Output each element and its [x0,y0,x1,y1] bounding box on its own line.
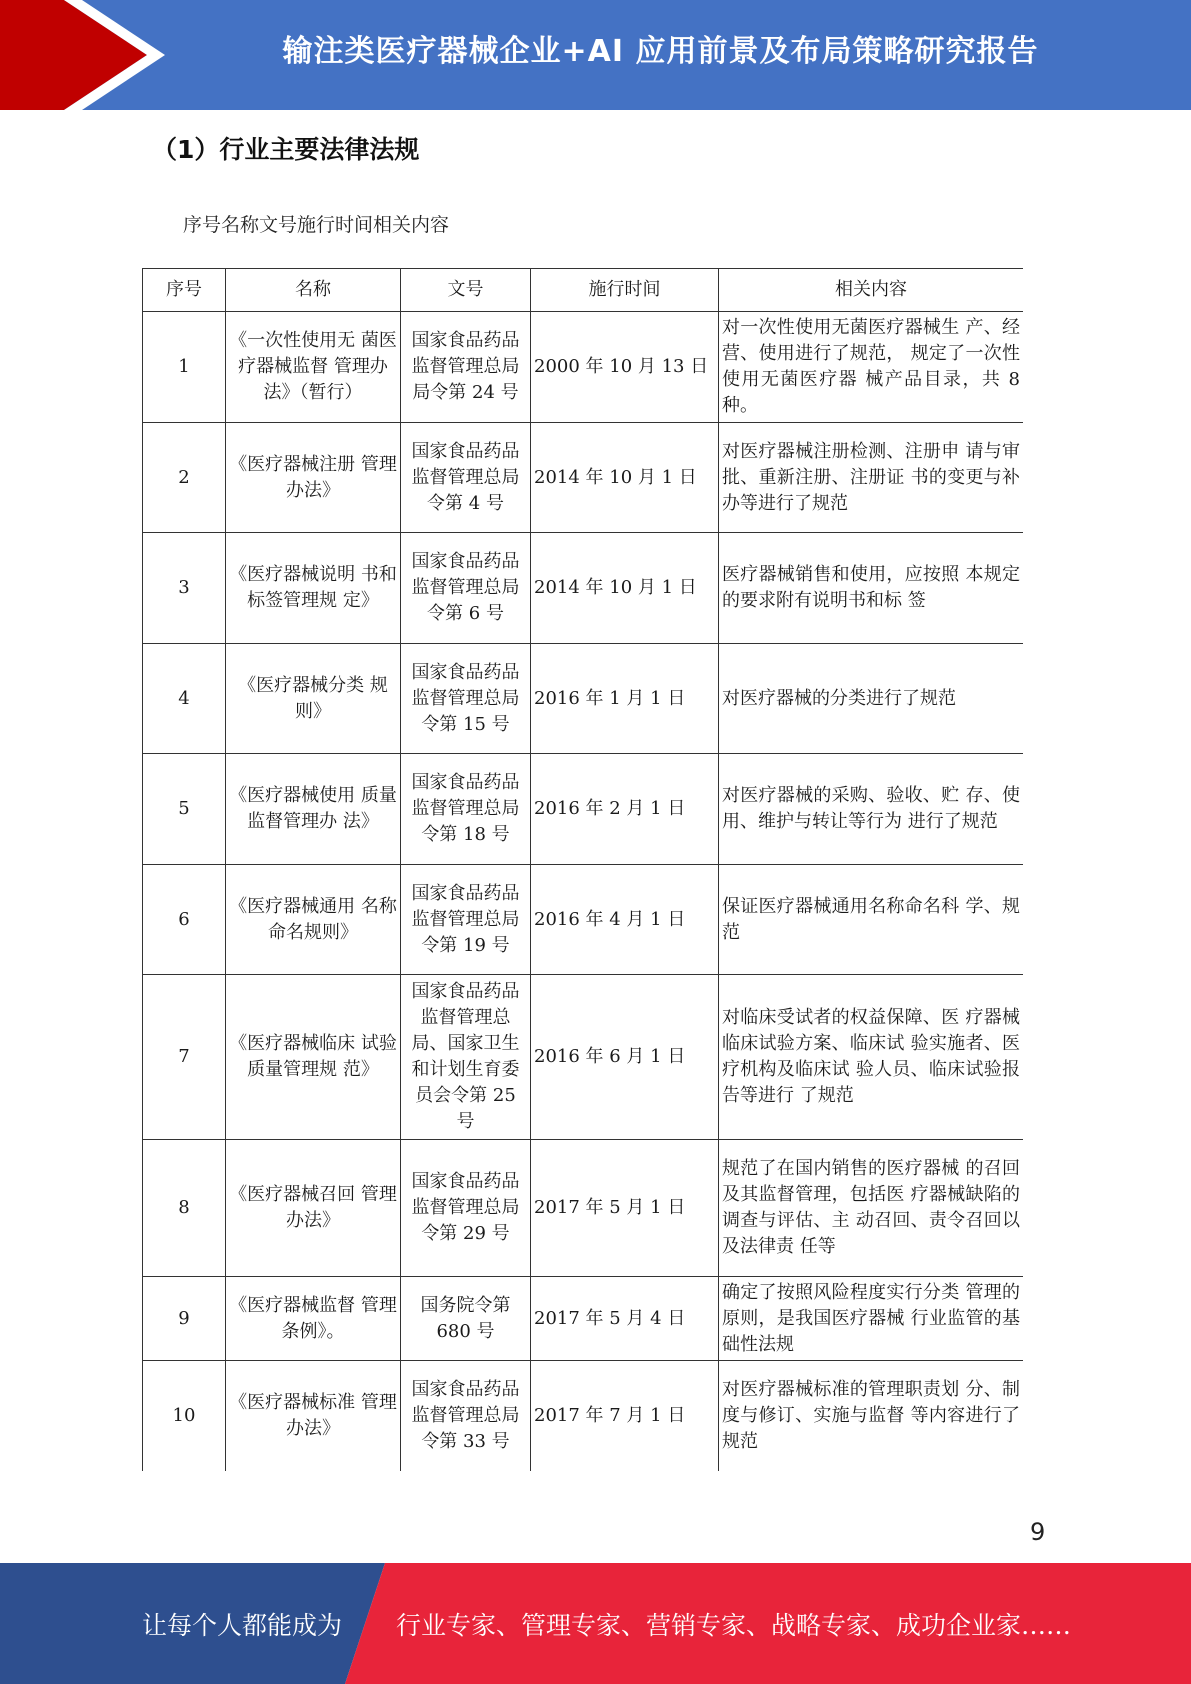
cell-no: 7 [143,975,226,1140]
cell-name: 《医疗器械使用 质量监督管理办 法》 [226,754,401,865]
cell-doc: 国家食品药品监督管理总局令第 6 号 [401,533,531,644]
column-header-no: 序号 [143,269,226,312]
table-row [143,423,1024,533]
cell-content: 规范了在国内销售的医疗器械 的召回及其监督管理，包括医 疗器械缺陷的调查与评估、主 动召回、责令召回以及法律责 任等 [719,1140,1024,1277]
cell-content: 保证医疗器械通用名称命名科 学、规范 [719,865,1024,975]
header-banner [0,0,1191,110]
cell-content: 对一次性使用无菌医疗器械生 产、经营、使用进行了规范， 规定了一次性使用无菌医疗器 械产品目录，共 8 种。 [719,312,1024,423]
table-caption: 序号名称文号施行时间相关内容 [183,214,450,236]
table-row [143,754,1024,865]
page-number: 9 [1030,1518,1046,1546]
cell-content: 对医疗器械的分类进行了规范 [719,644,1024,754]
column-header-doc: 文号 [401,269,531,312]
cell-date: 2000 年 10 月 13 日 [531,312,719,423]
cell-doc: 国家食品药品监督管理总局、国家卫生和计划生育委员会令第 25 号 [401,975,531,1140]
cell-date: 2016 年 1 月 1 日 [531,644,719,754]
cell-content: 医疗器械销售和使用，应按照 本规定的要求附有说明书和标 签 [719,533,1024,644]
cell-date: 2016 年 4 月 1 日 [531,865,719,975]
cell-content: 对医疗器械标准的管理职责划 分、制度与修订、实施与监督 等内容进行了规范 [719,1361,1024,1472]
regulations-table [142,268,1023,1471]
cell-content: 对医疗器械注册检测、注册申 请与审批、重新注册、注册证 书的变更与补办等进行了规范 [719,423,1024,533]
table-row [143,1361,1024,1472]
cell-no: 9 [143,1277,226,1361]
regulations-table-container [142,268,1023,1471]
cell-name: 《医疗器械临床 试验质量管理规 范》 [226,975,401,1140]
section-heading: （1）行业主要法律法规 [152,135,420,164]
cell-content: 对医疗器械的采购、验收、贮 存、使用、维护与转让等行为 进行了规范 [719,754,1024,865]
cell-doc: 国家食品药品监督管理总局令第 19 号 [401,865,531,975]
cell-doc: 国务院令第 680 号 [401,1277,531,1361]
cell-doc: 国家食品药品监督管理总局令第 4 号 [401,423,531,533]
footer-slogan-right: 行业专家、管理专家、营销专家、战略专家、成功企业家…… [396,1611,1072,1640]
cell-date: 2016 年 6 月 1 日 [531,975,719,1140]
report-title: 输注类医疗器械企业+AI 应用前景及布局策略研究报告 [282,34,1039,69]
cell-doc: 国家食品药品监督管理总局令第 15 号 [401,644,531,754]
cell-doc: 国家食品药品监督管理总局令第 29 号 [401,1140,531,1277]
cell-name: 《医疗器械标准 管理办法》 [226,1361,401,1472]
cell-date: 2017 年 5 月 1 日 [531,1140,719,1277]
cell-content: 对临床受试者的权益保障、医 疗器械临床试验方案、临床试 验实施者、医疗机构及临床试 验人员、临床试验报告等进行 了规范 [719,975,1024,1140]
cell-no: 3 [143,533,226,644]
cell-no: 2 [143,423,226,533]
cell-name: 《医疗器械分类 规则》 [226,644,401,754]
column-header-date: 施行时间 [531,269,719,312]
column-header-name: 名称 [226,269,401,312]
table-row [143,312,1024,423]
table-header-row [143,269,1024,312]
cell-date: 2017 年 5 月 4 日 [531,1277,719,1361]
cell-no: 6 [143,865,226,975]
cell-doc: 国家食品药品监督管理总局局令第 24 号 [401,312,531,423]
table-row [143,1277,1024,1361]
table-row [143,533,1024,644]
cell-doc: 国家食品药品监督管理总局令第 33 号 [401,1361,531,1472]
footer-banner [0,1563,1191,1684]
cell-name: 《医疗器械说明 书和标签管理规 定》 [226,533,401,644]
cell-doc: 国家食品药品监督管理总局令第 18 号 [401,754,531,865]
cell-date: 2014 年 10 月 1 日 [531,423,719,533]
cell-name: 《一次性使用无 菌医疗器械监督 管理办法》（暂行） [226,312,401,423]
table-row [143,1140,1024,1277]
cell-no: 8 [143,1140,226,1277]
cell-date: 2017 年 7 月 1 日 [531,1361,719,1472]
cell-name: 《医疗器械监督 管理条例》。 [226,1277,401,1361]
table-row [143,865,1024,975]
column-header-content: 相关内容 [719,269,1024,312]
footer-slogan-left: 让每个人都能成为 [142,1611,343,1640]
table-row [143,644,1024,754]
cell-date: 2014 年 10 月 1 日 [531,533,719,644]
cell-no: 4 [143,644,226,754]
cell-no: 10 [143,1361,226,1472]
cell-name: 《医疗器械召回 管理办法》 [226,1140,401,1277]
cell-date: 2016 年 2 月 1 日 [531,754,719,865]
cell-no: 5 [143,754,226,865]
cell-content: 确定了按照风险程度实行分类 管理的原则，是我国医疗器械 行业监管的基础性法规 [719,1277,1024,1361]
cell-name: 《医疗器械注册 管理办法》 [226,423,401,533]
cell-name: 《医疗器械通用 名称命名规则》 [226,865,401,975]
table-row [143,975,1024,1140]
cell-no: 1 [143,312,226,423]
